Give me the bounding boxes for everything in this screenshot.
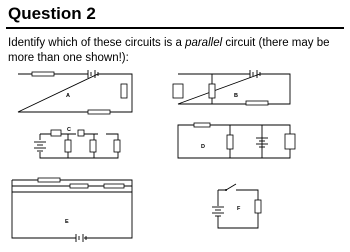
circuit-f-label: F — [237, 206, 241, 212]
circuit-b — [173, 70, 290, 105]
instruction-emphasis: parallel — [185, 37, 223, 49]
instruction-post: circuit (there may be more than one shown!): — [8, 37, 330, 64]
circuit-c — [34, 127, 120, 158]
circuit-e-label: E — [65, 219, 69, 225]
circuit-a — [18, 70, 132, 114]
circuit-e — [12, 178, 132, 242]
circuit-d — [178, 123, 295, 158]
circuit-d-label: D — [201, 144, 205, 150]
instruction-pre: Identify which of these circuits is a — [8, 37, 186, 49]
circuit-b-label: B — [234, 93, 238, 99]
circuit-f — [212, 184, 261, 228]
question-title: Question 2 — [8, 4, 96, 23]
circuit-c-label: C — [67, 127, 71, 133]
circuit-a-label: A — [66, 93, 70, 99]
